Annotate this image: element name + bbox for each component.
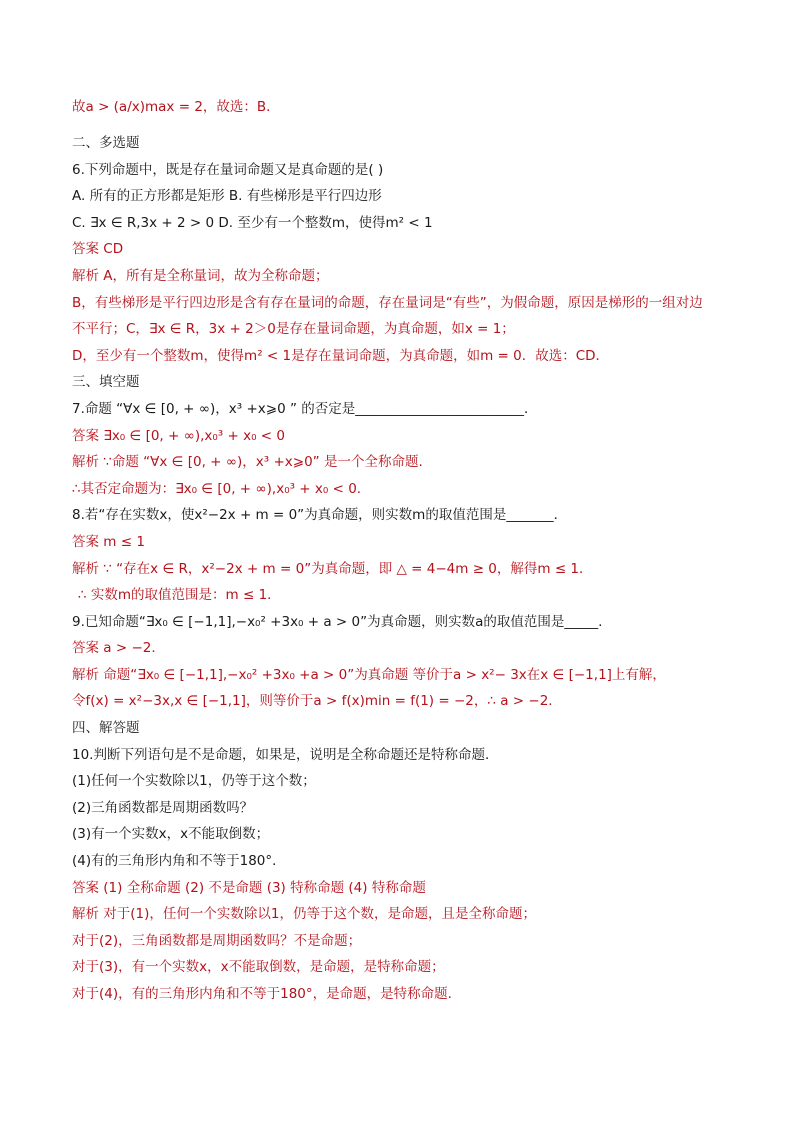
section-heading-answer: 四、解答题 <box>72 720 140 737</box>
question-10-item-3: (3)有一个实数x，x不能取倒数； <box>72 826 270 843</box>
answer-9: 答案 a > −2. <box>72 640 156 657</box>
analysis-8-b: ∴ 实数m的取值范围是：m ≤ 1． <box>78 587 281 604</box>
question-6: 6.下列命题中，既是存在量词命题又是真命题的是( ) <box>72 161 384 178</box>
analysis-6-a: 解析 A，所有是全称量词，故为全称命题； <box>72 267 329 284</box>
analysis-8-a: 解析 ∵ “存在x ∈ R，x²−2x + m = 0”为真命题，即 △ = 4−4m ≥ 0，解得m ≤ 1． <box>72 560 593 577</box>
analysis-7-a: 解析 ∵命题 “∀x ∈ [0, + ∞)，x³ +x⩾0” 是一个全称命题. <box>72 454 423 471</box>
analysis-7-b: ∴其否定命题为：∃x₀ ∈ [0, + ∞),x₀³ + x₀ < 0. <box>72 480 362 497</box>
question-10-item-4: (4)有的三角形内角和不等于180°． <box>72 853 286 870</box>
answer-6: 答案 CD <box>72 241 124 258</box>
line-conclusion-5: 故a > (a/x)max = 2，故选：B． <box>72 99 280 115</box>
question-10-item-1: (1)任何一个实数除以1，仍等于这个数； <box>72 773 316 790</box>
section-heading-fill-blank: 三、填空题 <box>72 374 140 391</box>
question-6-options-cd: C. ∃x ∈ R,3x + 2 > 0 D. 至少有一个整数m，使得m² < 1 <box>72 214 433 231</box>
analysis-6-d: D，至少有一个整数m，使得m² < 1是存在量词命题，为真命题，如m = 0．故选：CD． <box>72 347 610 364</box>
analysis-9-b: 令f(x) = x²−3x,x ∈ [−1,1]，则等价于a > f(x)min = f(1) = −2，∴ a > −2. <box>72 693 553 710</box>
question-6-options-ab: A. 所有的正方形都是矩形 B. 有些梯形是平行四边形 <box>72 188 382 205</box>
analysis-6-b: B，有些梯形是平行四边形是含有存在量词的命题，存在量词是“有些”，为假命题，原因是梯形的一组对边 <box>72 294 703 311</box>
analysis-6-c: 不平行；C，∃x ∈ R，3x + 2＞0是存在量词命题，为真命题，如x = 1； <box>72 321 515 338</box>
section-heading-multiple-choice: 二、多选题 <box>72 135 140 151</box>
analysis-10-3: 对于(3)，有一个实数x，x不能取倒数，是命题，是特称命题； <box>72 959 445 976</box>
analysis-10-4: 对于(4)，有的三角形内角和不等于180°，是命题，是特称命题． <box>72 986 462 1002</box>
answer-7: 答案 ∃x₀ ∈ [0, + ∞),x₀³ + x₀ < 0 <box>72 427 286 444</box>
question-8: 8.若“存在实数x，使x²−2x + m = 0”为真命题，则实数m的取值范围是_______． <box>72 507 568 524</box>
question-10-item-2: (2)三角函数都是周期函数吗？ <box>72 799 254 816</box>
analysis-9-a: 解析 命题“∃x₀ ∈ [−1,1],−x₀² +3x₀ +a > 0”为真命题 等价于a > x²− 3x在x ∈ [−1,1]上有解， <box>72 666 666 683</box>
question-10: 10.判断下列语句是不是命题，如果是，说明是全称命题还是特称命题． <box>72 746 499 763</box>
answer-8: 答案 m ≤ 1 <box>72 533 145 550</box>
answer-10: 答案 (1) 全称命题 (2) 不是命题 (3) 特称命题 (4) 特称命题 <box>72 879 426 896</box>
question-9: 9.已知命题“∃x₀ ∈ [−1,1],−x₀² +3x₀ + a > 0”为真命题，则实数a的取值范围是_____. <box>72 613 603 630</box>
document-page <box>72 92 732 1008</box>
question-7: 7.命题 “∀x ∈ [0, + ∞)，x³ +x⩾0 ” 的否定是_________________________． <box>72 400 538 417</box>
analysis-10-1: 解析 对于(1)，任何一个实数除以1，仍等于这个数，是命题，且是全称命题； <box>72 906 537 923</box>
analysis-10-2: 对于(2)，三角函数都是周期函数吗？不是命题； <box>72 932 362 949</box>
